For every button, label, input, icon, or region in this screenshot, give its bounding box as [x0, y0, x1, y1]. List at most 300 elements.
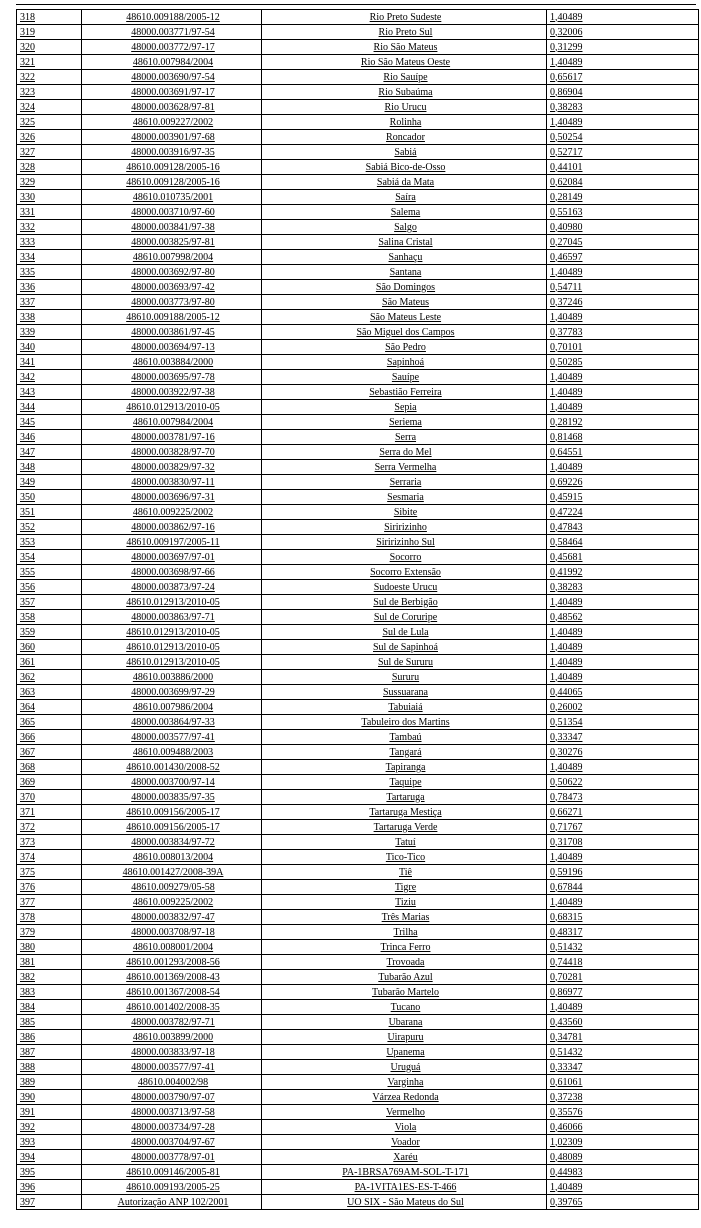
field-name: Trinca Ferro: [262, 940, 547, 955]
table-row: [17, 790, 699, 805]
process-number: 48610.001369/2008-43: [82, 970, 262, 985]
row-number: 342: [17, 370, 82, 385]
table-row: [17, 595, 699, 610]
table-row: [17, 535, 699, 550]
field-name: Sabiá da Mata: [262, 175, 547, 190]
row-number: 341: [17, 355, 82, 370]
process-number: 48610.009227/2002: [82, 115, 262, 130]
row-number: 356: [17, 580, 82, 595]
process-number: 48000.003825/97-81: [82, 235, 262, 250]
field-value: 0,78473: [547, 790, 699, 805]
field-name: Tatuí: [262, 835, 547, 850]
table-row: [17, 1090, 699, 1105]
process-number: 48000.003577/97-41: [82, 1060, 262, 1075]
row-number: 333: [17, 235, 82, 250]
field-name: Serra Vermelha: [262, 460, 547, 475]
row-number: 352: [17, 520, 82, 535]
row-number: 322: [17, 70, 82, 85]
field-name: Sul de Berbigão: [262, 595, 547, 610]
process-number: 48000.003828/97-70: [82, 445, 262, 460]
table-row: [17, 550, 699, 565]
table-row: [17, 445, 699, 460]
table-row: [17, 55, 699, 70]
process-number: 48610.009156/2005-17: [82, 805, 262, 820]
table-row: [17, 145, 699, 160]
field-name: Sussuarana: [262, 685, 547, 700]
table-row: [17, 505, 699, 520]
row-number: 353: [17, 535, 82, 550]
row-number: 332: [17, 220, 82, 235]
field-value: 0,70281: [547, 970, 699, 985]
table-row: [17, 115, 699, 130]
table-row: [17, 745, 699, 760]
process-number: 48610.009128/2005-16: [82, 175, 262, 190]
row-number: 396: [17, 1180, 82, 1195]
row-number: 380: [17, 940, 82, 955]
row-number: 343: [17, 385, 82, 400]
process-number: 48610.003899/2000: [82, 1030, 262, 1045]
table-row: [17, 235, 699, 250]
process-number: 48610.001427/2008-39A: [82, 865, 262, 880]
field-value: 0,46066: [547, 1120, 699, 1135]
field-value: 0,44065: [547, 685, 699, 700]
row-number: 374: [17, 850, 82, 865]
process-number: 48610.003886/2000: [82, 670, 262, 685]
field-name: Voador: [262, 1135, 547, 1150]
field-value: 1,40489: [547, 640, 699, 655]
table-row: [17, 925, 699, 940]
field-name: Sanhaçu: [262, 250, 547, 265]
process-number: Autorização ANP 102/2001: [82, 1195, 262, 1210]
field-value: 0,31299: [547, 40, 699, 55]
field-name: Várzea Redonda: [262, 1090, 547, 1105]
field-name: Tubarão Martelo: [262, 985, 547, 1000]
field-name: Sul de Lula: [262, 625, 547, 640]
field-value: 0,30276: [547, 745, 699, 760]
table-row: [17, 775, 699, 790]
field-value: 0,47843: [547, 520, 699, 535]
row-number: 390: [17, 1090, 82, 1105]
table-row: [17, 1015, 699, 1030]
row-number: 319: [17, 25, 82, 40]
process-number: 48610.007984/2004: [82, 55, 262, 70]
field-name: Tico-Tico: [262, 850, 547, 865]
field-value: 0,65617: [547, 70, 699, 85]
field-name: Rolinha: [262, 115, 547, 130]
field-name: Salema: [262, 205, 547, 220]
row-number: 395: [17, 1165, 82, 1180]
field-name: Sul de Sapinhoá: [262, 640, 547, 655]
row-number: 326: [17, 130, 82, 145]
field-value: 1,40489: [547, 1000, 699, 1015]
field-value: 0,48089: [547, 1150, 699, 1165]
row-number: 334: [17, 250, 82, 265]
process-number: 48610.009146/2005-81: [82, 1165, 262, 1180]
process-number: 48000.003782/97-71: [82, 1015, 262, 1030]
field-name: Tapiranga: [262, 760, 547, 775]
process-number: 48610.008013/2004: [82, 850, 262, 865]
field-value: 0,45915: [547, 490, 699, 505]
field-value: 1,40489: [547, 655, 699, 670]
row-number: 340: [17, 340, 82, 355]
process-number: 48000.003772/97-17: [82, 40, 262, 55]
row-number: 318: [17, 10, 82, 25]
row-number: 320: [17, 40, 82, 55]
table-row: [17, 610, 699, 625]
process-number: 48000.003864/97-33: [82, 715, 262, 730]
field-value: 1,40489: [547, 850, 699, 865]
row-number: 366: [17, 730, 82, 745]
field-name: Ubarana: [262, 1015, 547, 1030]
field-name: Roncador: [262, 130, 547, 145]
field-name: Serraria: [262, 475, 547, 490]
row-number: 372: [17, 820, 82, 835]
field-value: 0,69226: [547, 475, 699, 490]
field-value: 1,40489: [547, 55, 699, 70]
field-value: 0,37238: [547, 1090, 699, 1105]
process-number: 48000.003832/97-47: [82, 910, 262, 925]
field-name: Salina Cristal: [262, 235, 547, 250]
process-number: 48610.010735/2001: [82, 190, 262, 205]
row-number: 369: [17, 775, 82, 790]
row-number: 331: [17, 205, 82, 220]
table-row: [17, 340, 699, 355]
table-row: [17, 85, 699, 100]
field-name: Trilha: [262, 925, 547, 940]
field-name: Uirapuru: [262, 1030, 547, 1045]
process-number: 48610.009225/2002: [82, 895, 262, 910]
table-row: [17, 295, 699, 310]
table-row: [17, 25, 699, 40]
table-row: [17, 655, 699, 670]
field-value: 0,55163: [547, 205, 699, 220]
table-row: [17, 730, 699, 745]
process-number: 48000.003699/97-29: [82, 685, 262, 700]
field-value: 1,40489: [547, 400, 699, 415]
table-row: [17, 1150, 699, 1165]
table-row: [17, 970, 699, 985]
table-row: [17, 460, 699, 475]
table-row: [17, 310, 699, 325]
field-value: 0,38283: [547, 580, 699, 595]
row-number: 392: [17, 1120, 82, 1135]
table-row: [17, 1000, 699, 1015]
process-number: 48610.001402/2008-35: [82, 1000, 262, 1015]
table-row: [17, 1060, 699, 1075]
field-value: 1,40489: [547, 115, 699, 130]
field-name: São Domingos: [262, 280, 547, 295]
field-value: 0,51432: [547, 1045, 699, 1060]
field-value: 0,61061: [547, 1075, 699, 1090]
process-number: 48610.007998/2004: [82, 250, 262, 265]
row-number: 361: [17, 655, 82, 670]
row-number: 378: [17, 910, 82, 925]
field-name: Santana: [262, 265, 547, 280]
field-name: Tucano: [262, 1000, 547, 1015]
table-row: [17, 1165, 699, 1180]
process-number: 48610.009197/2005-11: [82, 535, 262, 550]
field-value: 0,31708: [547, 835, 699, 850]
table-row: [17, 985, 699, 1000]
field-value: 0,32006: [547, 25, 699, 40]
process-number: 48000.003916/97-35: [82, 145, 262, 160]
field-name: Tiziu: [262, 895, 547, 910]
process-number: 48000.003835/97-35: [82, 790, 262, 805]
field-value: 1,40489: [547, 385, 699, 400]
row-number: 375: [17, 865, 82, 880]
row-number: 391: [17, 1105, 82, 1120]
field-name: Rio São Mateus Oeste: [262, 55, 547, 70]
table-row: [17, 160, 699, 175]
table-row: [17, 1195, 699, 1210]
field-name: Socorro Extensão: [262, 565, 547, 580]
table-row: [17, 400, 699, 415]
process-number: 48000.003697/97-01: [82, 550, 262, 565]
field-value: 0,86904: [547, 85, 699, 100]
table-row: [17, 280, 699, 295]
table-row: [17, 130, 699, 145]
field-value: 0,74418: [547, 955, 699, 970]
field-value: 0,50622: [547, 775, 699, 790]
table-row: [17, 700, 699, 715]
field-name: São Miguel dos Campos: [262, 325, 547, 340]
process-number: 48610.009128/2005-16: [82, 160, 262, 175]
table-row: [17, 475, 699, 490]
row-number: 377: [17, 895, 82, 910]
process-number: 48610.009488/2003: [82, 745, 262, 760]
process-number: 48610.004002/98: [82, 1075, 262, 1090]
process-number: 48000.003830/97-11: [82, 475, 262, 490]
field-value: 0,51432: [547, 940, 699, 955]
process-number: 48610.007986/2004: [82, 700, 262, 715]
row-number: 365: [17, 715, 82, 730]
field-value: 1,40489: [547, 595, 699, 610]
table-row: [17, 865, 699, 880]
field-value: 0,38283: [547, 100, 699, 115]
field-name: Tartaruga Verde: [262, 820, 547, 835]
field-name: Sul de Sururu: [262, 655, 547, 670]
field-value: 0,45681: [547, 550, 699, 565]
row-number: 355: [17, 565, 82, 580]
field-name: Sabiá Bico-de-Osso: [262, 160, 547, 175]
table-row: [17, 760, 699, 775]
field-value: 1,40489: [547, 625, 699, 640]
field-name: Rio Sauípe: [262, 70, 547, 85]
table-row: [17, 1135, 699, 1150]
field-value: 0,28149: [547, 190, 699, 205]
field-name: Rio Subaúma: [262, 85, 547, 100]
process-number: 48000.003694/97-13: [82, 340, 262, 355]
field-value: 0,47224: [547, 505, 699, 520]
table-row: [17, 715, 699, 730]
field-name: São Mateus Leste: [262, 310, 547, 325]
table-row: [17, 625, 699, 640]
field-value: 0,46597: [547, 250, 699, 265]
field-name: Sauípe: [262, 370, 547, 385]
row-number: 329: [17, 175, 82, 190]
process-number: 48610.009188/2005-12: [82, 310, 262, 325]
table-row: [17, 820, 699, 835]
row-number: 325: [17, 115, 82, 130]
field-name: Sebastião Ferreira: [262, 385, 547, 400]
field-value: 0,28192: [547, 415, 699, 430]
process-number: 48610.009188/2005-12: [82, 10, 262, 25]
field-value: 0,67844: [547, 880, 699, 895]
process-number: 48000.003863/97-71: [82, 610, 262, 625]
row-number: 383: [17, 985, 82, 1000]
field-name: Tiê: [262, 865, 547, 880]
field-name: Sul de Coruripe: [262, 610, 547, 625]
table-row: [17, 1075, 699, 1090]
field-value: 0,43560: [547, 1015, 699, 1030]
row-number: 384: [17, 1000, 82, 1015]
row-number: 324: [17, 100, 82, 115]
table-row: [17, 955, 699, 970]
row-number: 359: [17, 625, 82, 640]
table-row: [17, 370, 699, 385]
field-value: 0,40980: [547, 220, 699, 235]
field-value: 1,40489: [547, 370, 699, 385]
process-number: 48000.003692/97-80: [82, 265, 262, 280]
process-number: 48000.003698/97-66: [82, 565, 262, 580]
row-number: 345: [17, 415, 82, 430]
row-number: 339: [17, 325, 82, 340]
field-value: 0,58464: [547, 535, 699, 550]
row-number: 386: [17, 1030, 82, 1045]
row-number: 364: [17, 700, 82, 715]
field-value: 1,02309: [547, 1135, 699, 1150]
field-value: 0,52717: [547, 145, 699, 160]
row-number: 337: [17, 295, 82, 310]
table-row: [17, 580, 699, 595]
field-name: Viola: [262, 1120, 547, 1135]
field-name: Xaréu: [262, 1150, 547, 1165]
row-number: 354: [17, 550, 82, 565]
process-number: 48610.012913/2010-05: [82, 625, 262, 640]
field-value: 0,54711: [547, 280, 699, 295]
field-value: 0,37783: [547, 325, 699, 340]
table-row: [17, 490, 699, 505]
process-number: 48610.012913/2010-05: [82, 655, 262, 670]
field-name: Siririzinho: [262, 520, 547, 535]
row-number: 367: [17, 745, 82, 760]
table-row: [17, 265, 699, 280]
field-name: Varginha: [262, 1075, 547, 1090]
field-name: PA-1BRSA769AM-SOL-T-171: [262, 1165, 547, 1180]
table-row: [17, 1045, 699, 1060]
table-row: [17, 10, 699, 25]
field-value: 0,81468: [547, 430, 699, 445]
row-number: 379: [17, 925, 82, 940]
process-number: 48610.009156/2005-17: [82, 820, 262, 835]
process-number: 48000.003693/97-42: [82, 280, 262, 295]
field-value: 0,48317: [547, 925, 699, 940]
row-number: 368: [17, 760, 82, 775]
table-row: [17, 100, 699, 115]
field-name: São Pedro: [262, 340, 547, 355]
process-number: 48610.007984/2004: [82, 415, 262, 430]
field-value: 0,50254: [547, 130, 699, 145]
process-number: 48000.003710/97-60: [82, 205, 262, 220]
field-value: 0,44101: [547, 160, 699, 175]
field-name: Sepia: [262, 400, 547, 415]
field-value: 0,27045: [547, 235, 699, 250]
row-number: 385: [17, 1015, 82, 1030]
field-name: Taquipe: [262, 775, 547, 790]
row-number: 388: [17, 1060, 82, 1075]
process-number: 48000.003691/97-17: [82, 85, 262, 100]
field-value: 0,33347: [547, 1060, 699, 1075]
table-row: [17, 385, 699, 400]
field-name: Serra do Mel: [262, 445, 547, 460]
row-number: 370: [17, 790, 82, 805]
row-number: 328: [17, 160, 82, 175]
field-value: 0,33347: [547, 730, 699, 745]
table-row: [17, 640, 699, 655]
process-number: 48000.003834/97-72: [82, 835, 262, 850]
table-row: [17, 895, 699, 910]
field-value: 0,41992: [547, 565, 699, 580]
process-number: 48610.012913/2010-05: [82, 640, 262, 655]
row-number: 393: [17, 1135, 82, 1150]
row-number: 347: [17, 445, 82, 460]
row-number: 338: [17, 310, 82, 325]
table-row: [17, 520, 699, 535]
field-name: Três Marias: [262, 910, 547, 925]
field-name: UO SIX - São Mateus do Sul: [262, 1195, 547, 1210]
row-number: 351: [17, 505, 82, 520]
row-number: 335: [17, 265, 82, 280]
fields-table-body: [17, 10, 699, 1210]
field-value: 0,66271: [547, 805, 699, 820]
field-value: 1,40489: [547, 265, 699, 280]
field-value: 0,37246: [547, 295, 699, 310]
field-name: Tubarão Azul: [262, 970, 547, 985]
field-name: Tigre: [262, 880, 547, 895]
field-name: Sururu: [262, 670, 547, 685]
row-number: 350: [17, 490, 82, 505]
process-number: 48000.003873/97-24: [82, 580, 262, 595]
field-value: 0,59196: [547, 865, 699, 880]
field-name: Tabuleiro dos Martins: [262, 715, 547, 730]
field-value: 0,35576: [547, 1105, 699, 1120]
field-name: Sabiá: [262, 145, 547, 160]
field-value: 0,34781: [547, 1030, 699, 1045]
row-number: 336: [17, 280, 82, 295]
row-number: 382: [17, 970, 82, 985]
process-number: 48000.003771/97-54: [82, 25, 262, 40]
field-value: 0,51354: [547, 715, 699, 730]
row-number: 344: [17, 400, 82, 415]
field-name: Seriema: [262, 415, 547, 430]
table-row: [17, 940, 699, 955]
field-value: 0,50285: [547, 355, 699, 370]
process-number: 48000.003700/97-14: [82, 775, 262, 790]
row-number: 376: [17, 880, 82, 895]
row-number: 357: [17, 595, 82, 610]
process-number: 48000.003829/97-32: [82, 460, 262, 475]
row-number: 362: [17, 670, 82, 685]
field-name: Sudoeste Urucu: [262, 580, 547, 595]
process-number: 48000.003781/97-16: [82, 430, 262, 445]
process-number: 48610.009279/05-58: [82, 880, 262, 895]
field-value: 1,40489: [547, 1180, 699, 1195]
table-row: [17, 325, 699, 340]
row-number: 397: [17, 1195, 82, 1210]
field-name: Trovoada: [262, 955, 547, 970]
field-value: 1,40489: [547, 670, 699, 685]
process-number: 48610.012913/2010-05: [82, 595, 262, 610]
